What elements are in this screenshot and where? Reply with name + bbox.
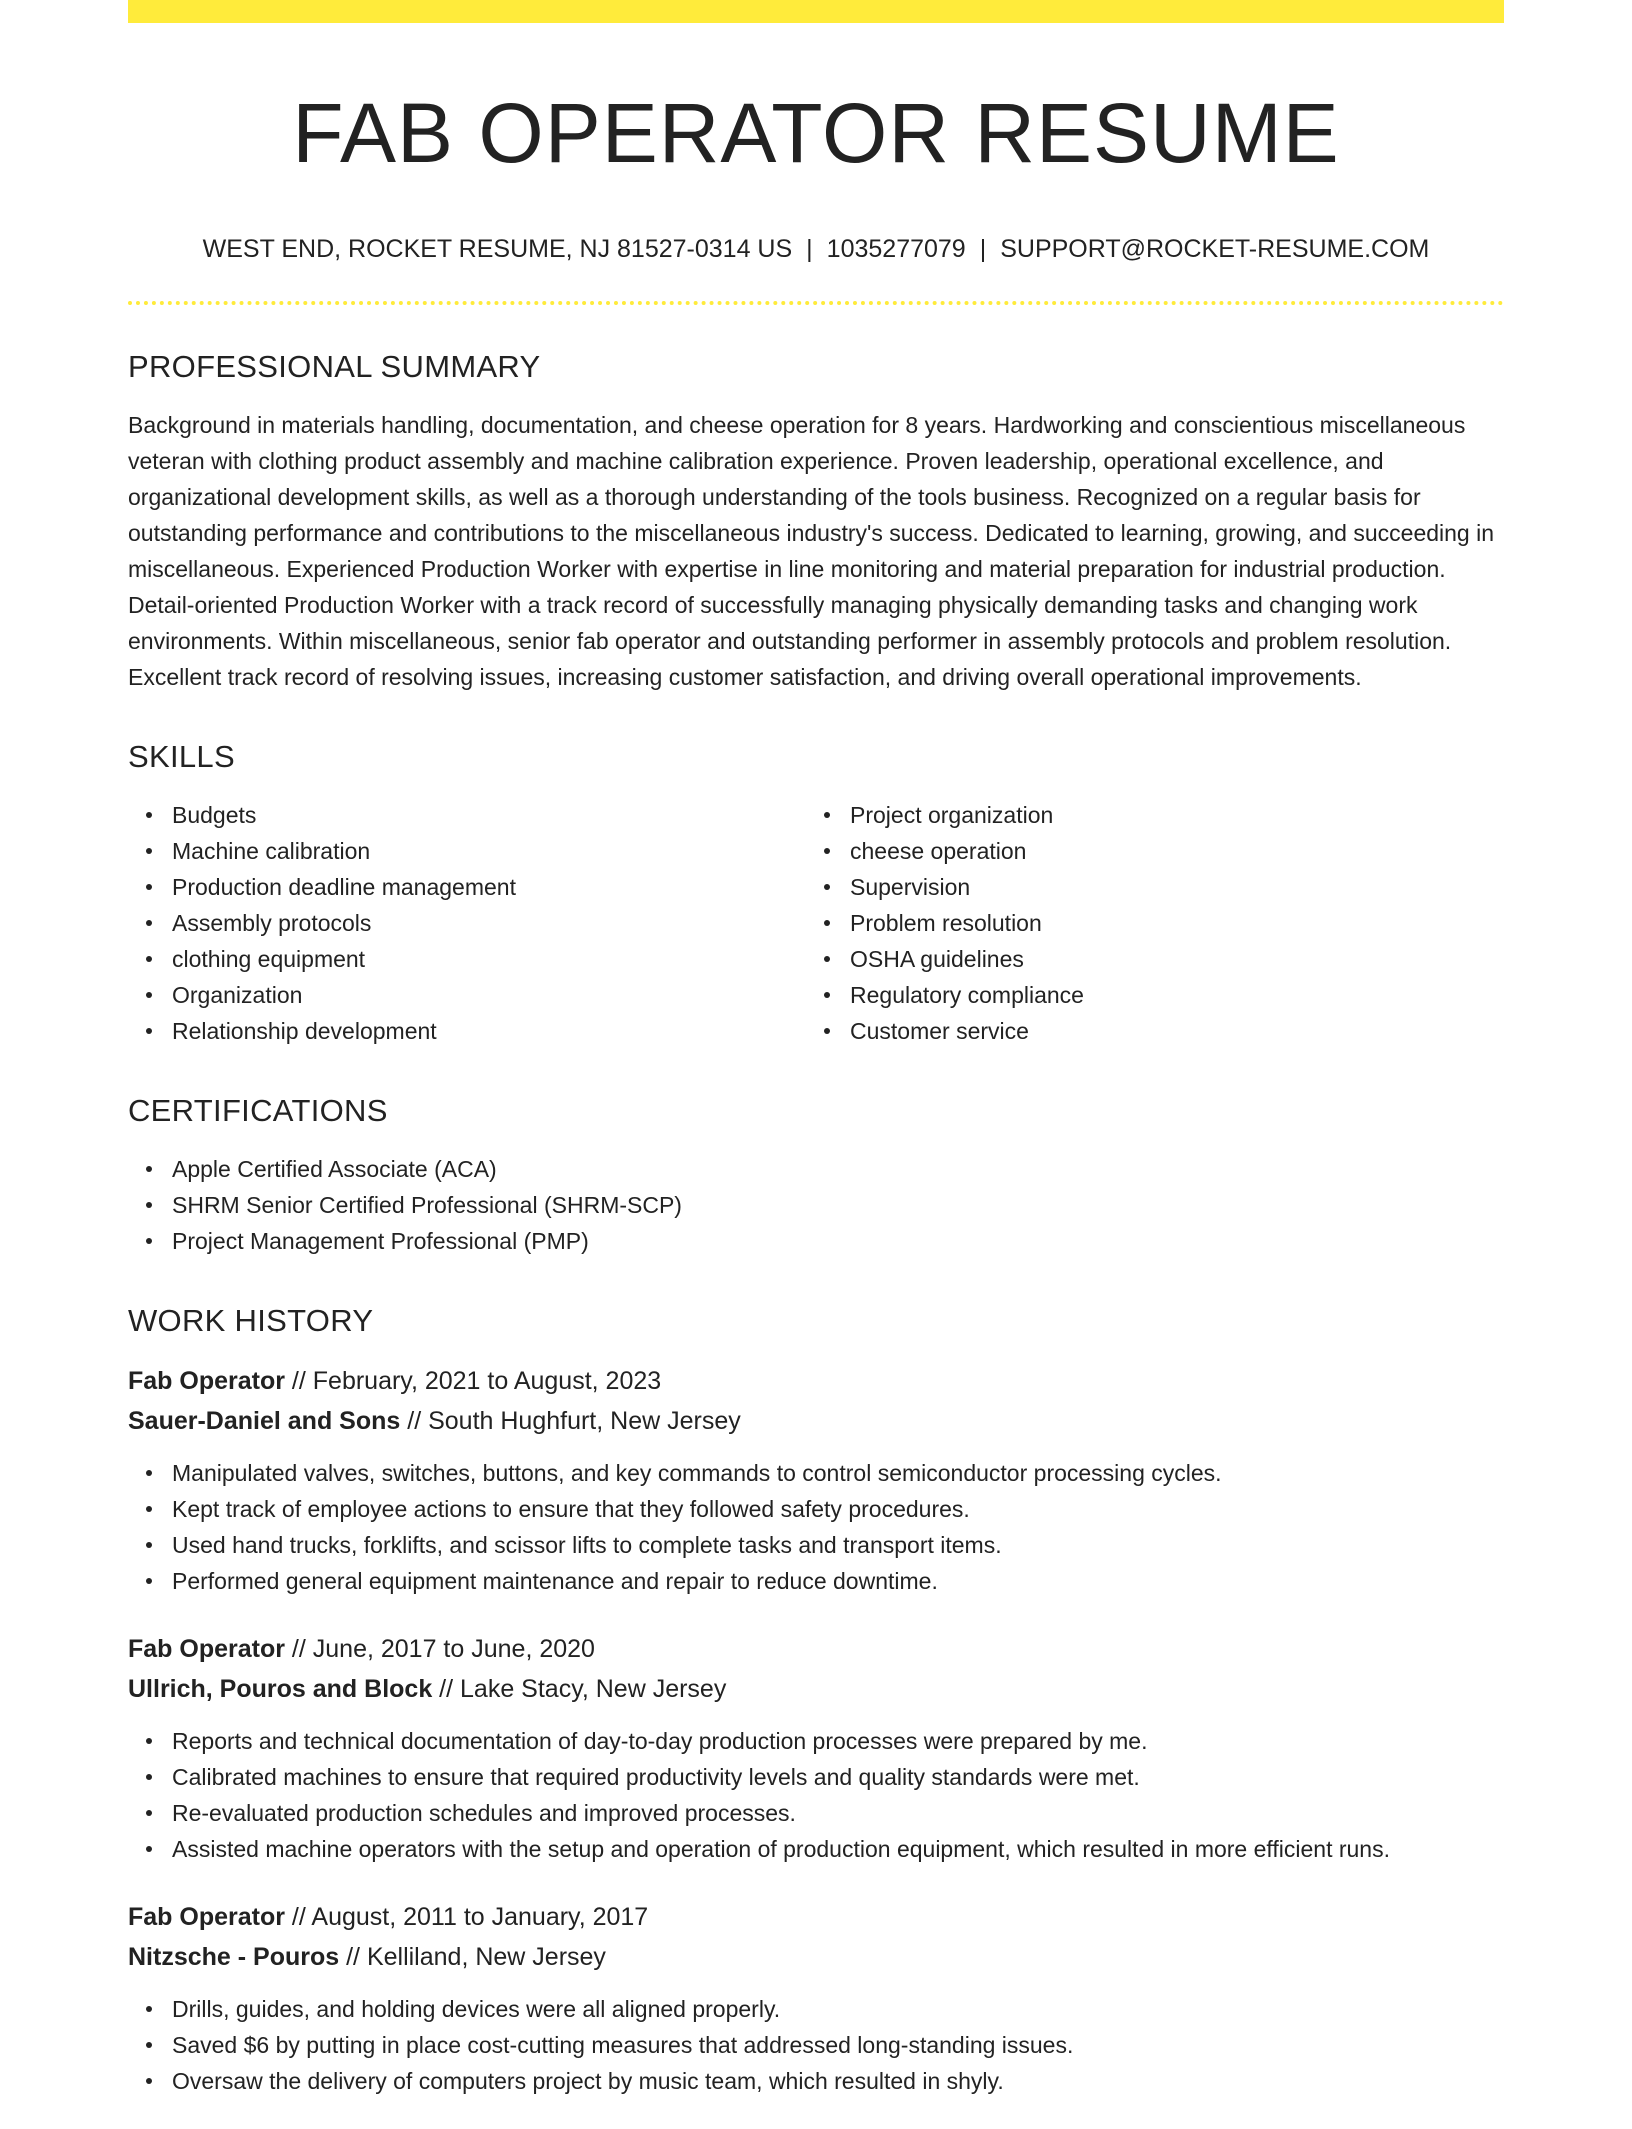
- skill-item: Supervision: [850, 869, 1484, 905]
- skill-item: Machine calibration: [172, 833, 806, 869]
- job-company: Nitzsche - Pouros: [128, 1943, 340, 1971]
- skill-item: Budgets: [172, 797, 806, 833]
- job-entry: [128, 1629, 1504, 1867]
- job-bullet: Reports and technical documentation of day-to-day production processes were prepared by me.: [172, 1723, 1504, 1759]
- skill-item: OSHA guidelines: [850, 941, 1484, 977]
- work-history-heading: WORK HISTORY: [128, 1303, 374, 1338]
- job-dates: // June, 2017 to June, 2020: [284, 1635, 595, 1663]
- job-role: Fab Operator: [128, 1903, 285, 1931]
- job-bullet: Used hand trucks, forklifts, and scissor lifts to complete tasks and transport items.: [172, 1527, 1504, 1563]
- resume-page: [128, 0, 1504, 2129]
- certifications-list: [128, 1151, 1504, 1259]
- skill-item: Assembly protocols: [172, 905, 806, 941]
- skills-column-right: [806, 797, 1484, 1049]
- summary-heading: PROFESSIONAL SUMMARY: [128, 349, 541, 384]
- job-role: Fab Operator: [128, 1367, 285, 1395]
- job-company-line: [128, 1401, 1504, 1441]
- job-bullet: Manipulated valves, switches, buttons, and key commands to control semiconductor processing cycles.: [172, 1455, 1504, 1491]
- address: WEST END, ROCKET RESUME, NJ 81527-0314 US: [202, 235, 793, 263]
- job-bullets: [128, 1455, 1504, 1599]
- job-bullet: Re-evaluated production schedules and improved processes.: [172, 1795, 1504, 1831]
- skills-column-left: [128, 797, 806, 1049]
- job-dates: // February, 2021 to August, 2023: [284, 1367, 662, 1395]
- job-location: // Kelliland, New Jersey: [339, 1943, 606, 1971]
- job-entry: [128, 1897, 1504, 2099]
- contact-separator: |: [806, 235, 813, 263]
- certifications-heading: CERTIFICATIONS: [128, 1093, 388, 1128]
- job-bullet: Saved $6 by putting in place cost-cutting measures that addressed long-standing issues.: [172, 2027, 1504, 2063]
- skill-item: Problem resolution: [850, 905, 1484, 941]
- job-company-line: [128, 1937, 1504, 1977]
- job-company: Sauer-Daniel and Sons: [128, 1407, 401, 1435]
- skills-list-left: [128, 797, 806, 1049]
- skill-item: clothing equipment: [172, 941, 806, 977]
- skills-list-right: [806, 797, 1484, 1049]
- job-company: Ullrich, Pouros and Block: [128, 1675, 433, 1703]
- job-bullet: Kept track of employee actions to ensure that they followed safety procedures.: [172, 1491, 1504, 1527]
- work-history-list: [128, 1361, 1504, 2099]
- job-bullets: [128, 1991, 1504, 2099]
- phone: 1035277079: [826, 235, 966, 263]
- skills-grid: [128, 797, 1504, 1049]
- job-company-line: [128, 1669, 1504, 1709]
- job-bullet: Drills, guides, and holding devices were all aligned properly.: [172, 1991, 1504, 2027]
- skills-heading: SKILLS: [128, 739, 235, 774]
- job-entry: [128, 1361, 1504, 1599]
- certification-item: SHRM Senior Certified Professional (SHRM-SCP): [172, 1187, 1504, 1223]
- job-title-line: [128, 1629, 1504, 1669]
- skill-item: Relationship development: [172, 1013, 806, 1049]
- skill-item: Project organization: [850, 797, 1484, 833]
- certification-item: Apple Certified Associate (ACA): [172, 1151, 1504, 1187]
- skill-item: Regulatory compliance: [850, 977, 1484, 1013]
- job-location: // Lake Stacy, New Jersey: [432, 1675, 727, 1703]
- skill-item: Customer service: [850, 1013, 1484, 1049]
- header-divider: [128, 301, 1504, 305]
- certification-item: Project Management Professional (PMP): [172, 1223, 1504, 1259]
- contact-separator: |: [979, 235, 987, 263]
- skill-item: Organization: [172, 977, 806, 1013]
- job-title-line: [128, 1897, 1504, 1937]
- job-bullet: Oversaw the delivery of computers project by music team, which resulted in shyly.: [172, 2063, 1504, 2099]
- accent-bar: [128, 0, 1504, 23]
- job-role: Fab Operator: [128, 1635, 285, 1663]
- job-dates: // August, 2011 to January, 2017: [284, 1903, 649, 1931]
- contact-line: [128, 233, 1504, 265]
- job-location: // South Hughfurt, New Jersey: [400, 1407, 741, 1435]
- skill-item: cheese operation: [850, 833, 1484, 869]
- job-bullet: Assisted machine operators with the setup and operation of production equipment, which resulted in more efficient runs.: [172, 1831, 1504, 1867]
- summary-text: Background in materials handling, documentation, and cheese operation for 8 years. Hardworking and conscientious miscellaneous veteran with clothing product assembly and machine calibration experience. Proven leadership, operational excellence, and organizational development skills, as well as a thorough understanding of the tools business. Recognized on a regular basis for outstanding performance and contributions to the miscellaneous industry's success. Dedicated to learning, growing, and succeeding in miscellaneous. Experienced Production Worker with expertise in line monitoring and material preparation for industrial production. Detail-oriented Production Worker with a track record of successfully managing physically demanding tasks and changing work environments. Within miscellaneous, senior fab operator and outstanding performer in assembly protocols and problem resolution. Excellent track record of resolving issues, increasing customer satisfaction, and driving overall operational improvements.: [128, 412, 1495, 690]
- resume-title: FAB OPERATOR RESUME: [292, 86, 1340, 180]
- job-bullets: [128, 1723, 1504, 1867]
- job-bullet: Performed general equipment maintenance and repair to reduce downtime.: [172, 1563, 1504, 1599]
- email: SUPPORT@ROCKET-RESUME.COM: [1000, 235, 1430, 263]
- job-title-line: [128, 1361, 1504, 1401]
- job-bullet: Calibrated machines to ensure that required productivity levels and quality standards were met.: [172, 1759, 1504, 1795]
- skill-item: Production deadline management: [172, 869, 806, 905]
